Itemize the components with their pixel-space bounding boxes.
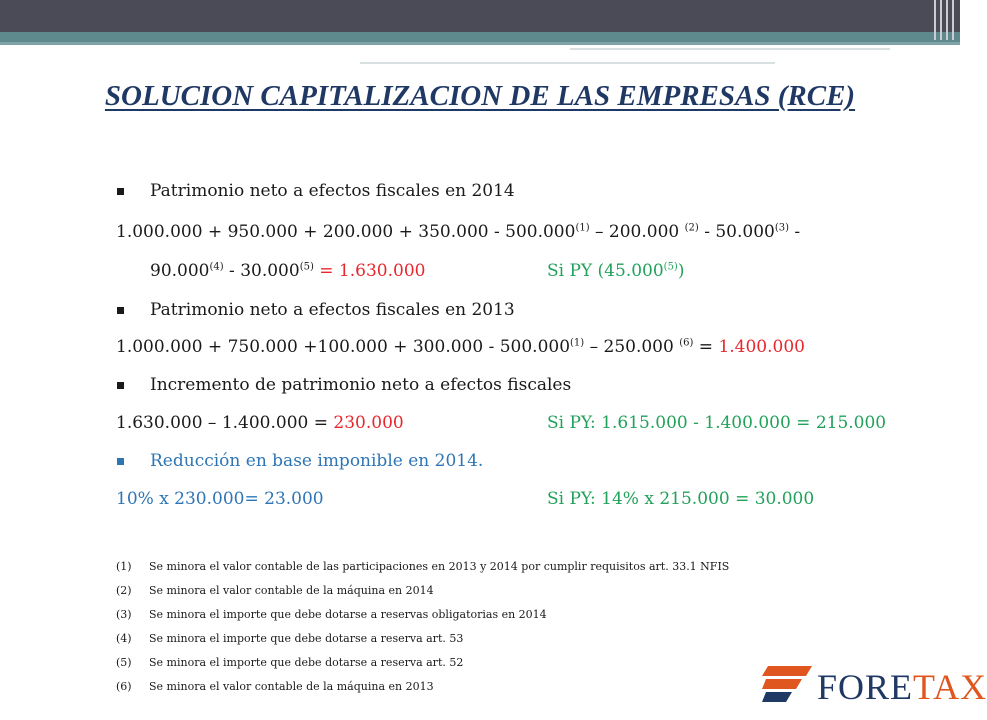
decorative-line — [570, 48, 890, 50]
calc-reduction: 10% x 230.000= 23.000 — [116, 489, 324, 509]
bullet-heading-reduction: Reducción en base imponible en 2014. — [150, 451, 484, 471]
calc-2014-line2: $90.000^{(4)} - 30.000^{(5)} = 1.630.000$ — [150, 261, 426, 281]
py-increment: Si PY: 1.615.000 - 1.400.000 = 215.000 — [547, 413, 887, 433]
bullet-icon — [117, 307, 124, 314]
foretax-logo-text: FORETAX — [817, 667, 987, 707]
header-accent-band — [0, 32, 960, 42]
py-note-2014: Si PY (45.000$^{(5)}$) — [547, 261, 685, 281]
py-reduction: Si PY: 14% x 215.000 = 30.000 — [547, 489, 815, 509]
footnote: (1) Se minora el valor contable de las participaciones en 2013 y 2014 por cumplir requisitos art. 33.1 NFIS — [116, 560, 730, 573]
footnote: (5) Se minora el importe que debe dotarse a reserva art. 52 — [116, 656, 464, 669]
calc-2014-line1: 1.000.000 + 950.000 + 200.000 + 350.000 - 500.000$^{(1)}$ – 200.000 $^{(2)}$ - 50.000$^{(3)}$ - — [116, 222, 801, 242]
header-band — [0, 0, 960, 32]
calc-2013: 1.000.000 + 750.000 +100.000 + 300.000 - 500.000$^{(1)}$ – 250.000 $^{(6)}$ = 1.400.000 — [116, 337, 805, 357]
header-accent-line — [0, 42, 960, 45]
bullet-heading-2014: Patrimonio neto a efectos fiscales en 2014 — [150, 181, 515, 201]
foretax-logo-icon — [762, 664, 814, 704]
footnote: (4) Se minora el importe que debe dotarse a reserva art. 53 — [116, 632, 464, 645]
bullet-icon — [117, 188, 124, 195]
bullet-heading-2013: Patrimonio neto a efectos fiscales en 2013 — [150, 300, 515, 320]
slide-title: SOLUCION CAPITALIZACION DE LAS EMPRESAS (RCE) — [104, 80, 856, 112]
result-2013: 1.400.000 — [718, 337, 805, 357]
footnote: (2) Se minora el valor contable de la máquina en 2014 — [116, 584, 434, 597]
foretax-logo — [762, 664, 987, 707]
bullet-icon — [117, 458, 124, 465]
result-2014: = 1.630.000 — [313, 261, 426, 281]
decorative-line — [360, 62, 775, 64]
footnote: (3) Se minora el importe que debe dotarse a reservas obligatorias en 2014 — [116, 608, 547, 621]
decorative-bars — [932, 0, 954, 40]
footnote: (6) Se minora el valor contable de la máquina en 2013 — [116, 680, 434, 693]
bullet-icon — [117, 382, 124, 389]
bullet-heading-increment: Incremento de patrimonio neto a efectos fiscales — [150, 375, 572, 395]
calc-increment: 1.630.000 – 1.400.000 = 230.000 — [116, 413, 404, 433]
result-increment: 230.000 — [333, 413, 404, 433]
